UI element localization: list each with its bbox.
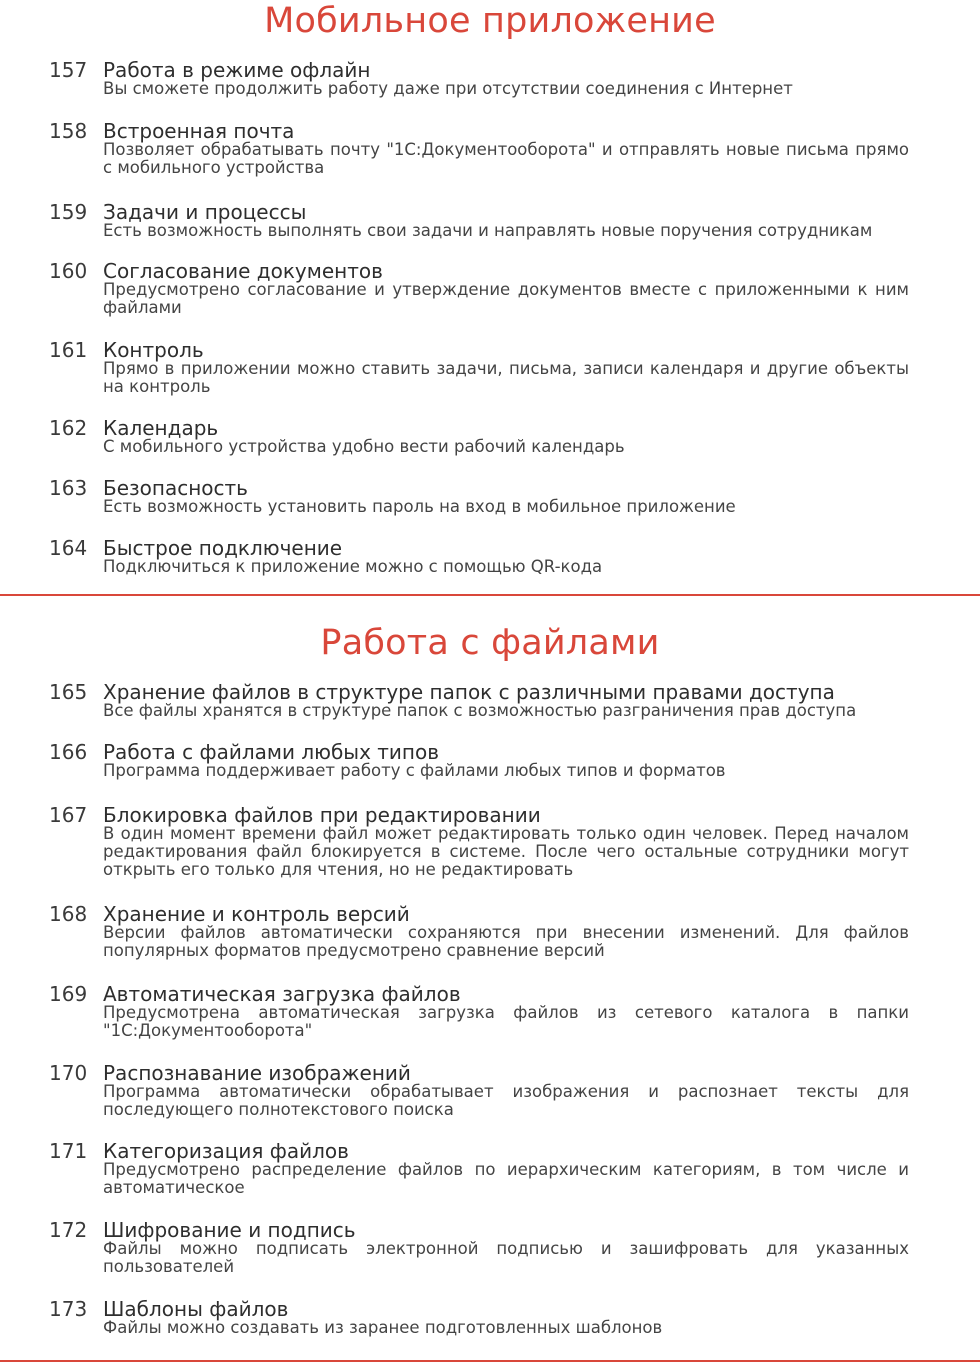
feature-number: 172 (49, 1218, 88, 1242)
feature-description: Программа поддерживает работу с файлами любых типов и форматов (103, 761, 726, 780)
feature-title: Категоризация файлов (103, 1139, 349, 1163)
feature-title: Автоматическая загрузка файлов (103, 982, 461, 1006)
feature-description: Предусмотрено распределение файлов по иерархическим категориям, в том числе и автоматическое (103, 1160, 909, 1197)
feature-number: 162 (49, 416, 88, 440)
feature-description: Подключиться к приложение можно с помощью QR-кода (103, 557, 603, 576)
feature-number: 168 (49, 902, 88, 926)
feature-title: Шифрование и подпись (103, 1218, 356, 1242)
feature-description: Программа автоматически обрабатывает изображения и распознает тексты для последующего полнотекстового поиска (103, 1082, 909, 1119)
feature-number: 170 (49, 1061, 88, 1085)
feature-description: Предусмотрена автоматическая загрузка файлов из сетевого каталога в папки "1С:Документооборота" (103, 1003, 909, 1040)
feature-title: Блокировка файлов при редактировании (103, 803, 541, 827)
feature-number: 157 (49, 58, 88, 82)
feature-number: 164 (49, 536, 88, 560)
feature-number: 165 (49, 680, 88, 704)
feature-description: Позволяет обрабатывать почту "1С:Документооборота" и отправлять новые письма прямо с мобильного устройства (103, 140, 909, 177)
feature-title: Распознавание изображений (103, 1061, 411, 1085)
feature-title: Работа в режиме офлайн (103, 58, 371, 82)
section-divider (0, 1360, 980, 1362)
feature-title: Быстрое подключение (103, 536, 343, 560)
feature-description: Версии файлов автоматически сохраняются при внесении изменений. Для файлов популярных форматов предусмотрено сравнение версий (103, 923, 909, 960)
feature-number: 169 (49, 982, 88, 1006)
feature-description: Есть возможность установить пароль на вход в мобильное приложение (103, 497, 736, 516)
section-title-files: Работа с файлами (320, 623, 660, 663)
feature-description: Предусмотрено согласование и утверждение документов вместе с приложенными к ним файлами (103, 280, 909, 317)
section-title-mobile-app: Мобильное приложение (264, 1, 716, 41)
feature-description: Вы сможете продолжить работу даже при отсутствии соединения с Интернет (103, 79, 793, 98)
feature-description: С мобильного устройства удобно вести рабочий календарь (103, 437, 625, 456)
section-divider (0, 594, 980, 596)
feature-number: 171 (49, 1139, 88, 1163)
feature-number: 158 (49, 119, 88, 143)
feature-description: Есть возможность выполнять свои задачи и направлять новые поручения сотрудникам (103, 221, 873, 240)
feature-number: 173 (49, 1297, 88, 1321)
feature-title: Встроенная почта (103, 119, 295, 143)
feature-description: Файлы можно подписать электронной подписью и зашифровать для указанных пользователей (103, 1239, 909, 1276)
feature-number: 166 (49, 740, 88, 764)
feature-title: Работа с файлами любых типов (103, 740, 440, 764)
feature-description: Прямо в приложении можно ставить задачи, письма, записи календаря и другие объекты на контроль (103, 359, 909, 396)
feature-title: Задачи и процессы (103, 200, 307, 224)
feature-description: Все файлы хранятся в структуре папок с возможностью разграничения прав доступа (103, 701, 857, 720)
feature-title: Безопасность (103, 476, 248, 500)
feature-title: Хранение файлов в структуре папок с различными правами доступа (103, 680, 835, 704)
feature-title: Хранение и контроль версий (103, 902, 410, 926)
feature-number: 167 (49, 803, 88, 827)
feature-title: Согласование документов (103, 259, 383, 283)
feature-number: 160 (49, 259, 88, 283)
feature-title: Контроль (103, 338, 204, 362)
feature-number: 159 (49, 200, 88, 224)
feature-number: 163 (49, 476, 88, 500)
feature-number: 161 (49, 338, 88, 362)
feature-title: Календарь (103, 416, 219, 440)
feature-title: Шаблоны файлов (103, 1297, 289, 1321)
feature-description: Файлы можно создавать из заранее подготовленных шаблонов (103, 1318, 663, 1337)
feature-description: В один момент времени файл может редактировать только один человек. Перед началом редактирования файл блокируется в системе. После чего остальные сотрудники могут открыть его только для чтения, но не редактировать (103, 824, 909, 879)
